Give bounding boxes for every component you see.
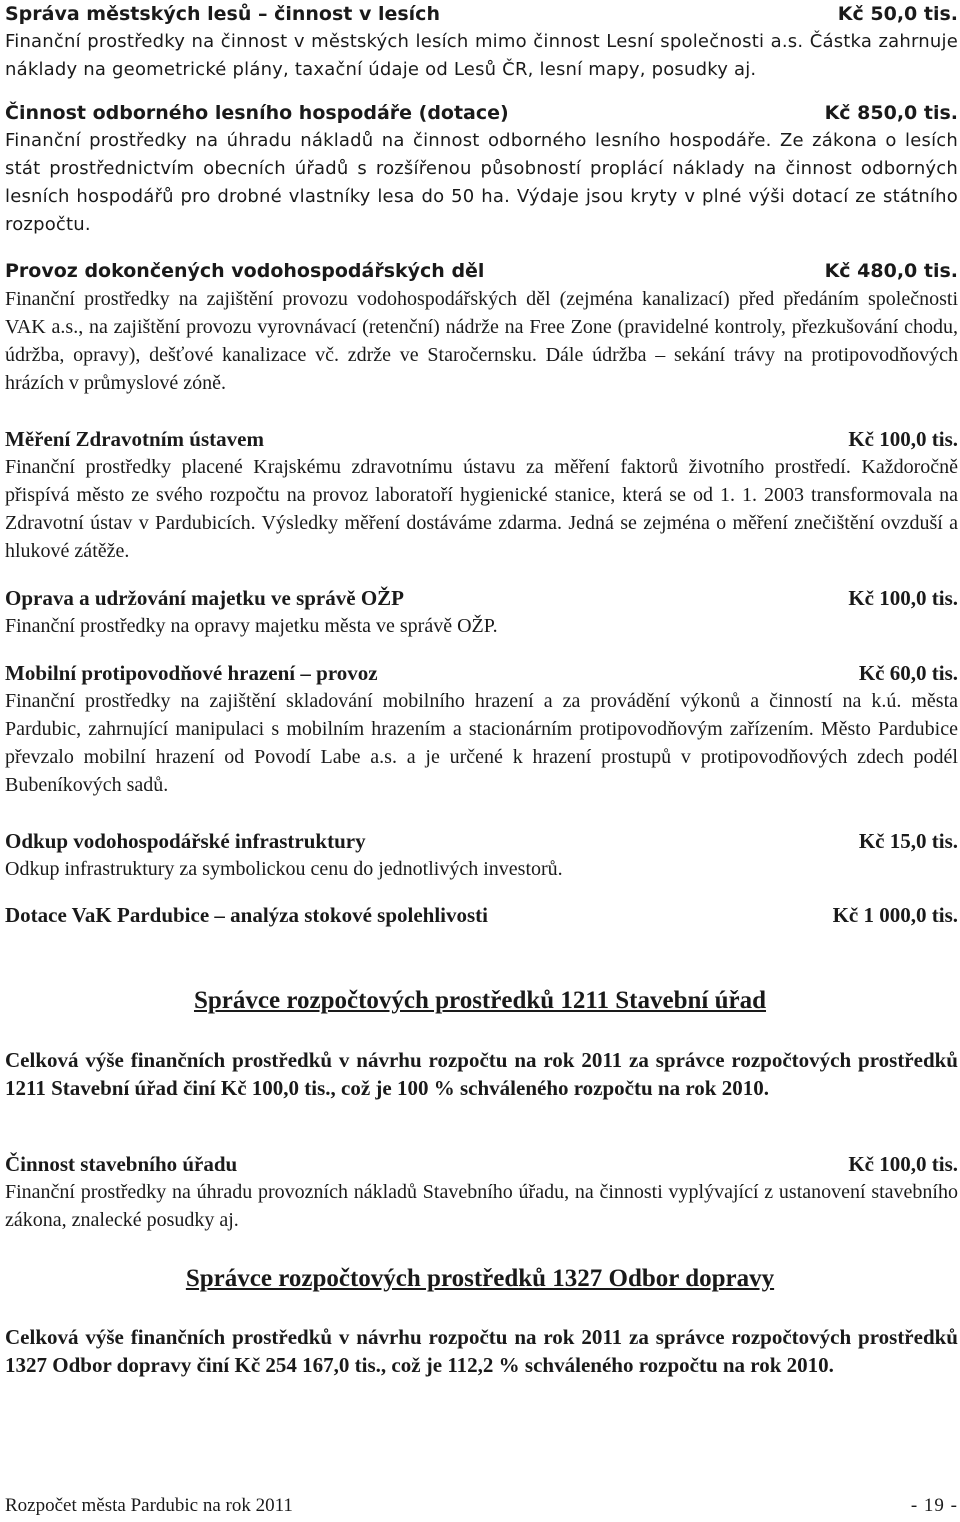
section-title: Odkup vodohospodářské infrastruktury	[5, 829, 366, 853]
section-amount: Kč 100,0 tis.	[848, 1152, 958, 1176]
section-header	[5, 901, 958, 929]
section-text: Finanční prostředky na zajištění skladování mobilního hrazení a za provádění výkonů a činností na k.ú. města Pardubic, zahrnující manipulaci s mobilním hrazením a stacionárním protipovodňovým zařízením. Město Pardubice převzalo mobilní hrazení od Povodí Labe a.s. a je určené k hrazení prostupů v protipovodňových zdech podél Bubeníkových sadů.	[5, 690, 958, 796]
section-forest-management	[5, 0, 958, 84]
page-number: - 19 -	[910, 1495, 958, 1516]
section-title: Dotace VaK Pardubice – analýza stokové spolehlivosti	[5, 903, 489, 927]
section-header	[5, 425, 958, 453]
section-flood-barrier	[5, 659, 958, 799]
section-header	[5, 827, 958, 855]
section-text: Finanční prostředky na úhradu nákladů na činnost odborného lesního hospodáře. Ze zákona o lesích stát prostřednictvím obecních úřadů s rozšířenou působností proplácí náklady na činnost odborných lesních hospodářů pro drobné vlastníky lesa do 50 ha. Výdaje jsou kryty v plné výši dotací ze státního rozpočtu.	[5, 130, 958, 235]
section-text: Finanční prostředky na činnost v městských lesích mimo činnost Lesní společnosti a.s. Částka zahrnuje náklady na geometrické plány, taxační údaje od Lesů ČR, lesní mapy, posudky aj.	[5, 31, 958, 80]
section-amount: Kč 100,0 tis.	[848, 586, 958, 610]
section-building-office	[5, 1150, 958, 1234]
section-amount: Kč 1 000,0 tis.	[832, 903, 958, 927]
section-title: Provoz dokončených vodohospodářských děl	[5, 260, 485, 282]
section-header	[5, 257, 958, 285]
section-header	[5, 0, 958, 28]
section-title: Správa městských lesů – činnost v lesích	[5, 3, 440, 25]
section-header	[5, 659, 958, 687]
footer-title: Rozpočet města Pardubic na rok 2011	[5, 1495, 293, 1516]
section-property-repair	[5, 584, 958, 640]
section-title: Oprava a udržování majetku ve správě OŽP	[5, 586, 404, 610]
section-amount: Kč 60,0 tis.	[858, 661, 958, 685]
section-infrastructure-purchase	[5, 827, 958, 883]
section-text: Finanční prostředky placené Krajskému zdravotnímu ústavu za měření faktorů životního prostředí. Každoročně přispívá město ze svého rozpočtu na provoz laboratoří hygienické stanice, která se od 1. 1. 2003 transformovala na Zdravotní ústav v Pardubicích. Výsledky měření dostáváme zdarma. Jedná se zejména o měření znečištění ovzduší a hlukové zátěže.	[5, 456, 958, 562]
chapter-heading-1211: Správce rozpočtových prostředků 1211 Stavební úřad	[193, 987, 767, 1014]
chapter-summary-1327	[5, 1323, 958, 1379]
summary-text: Celková výše finančních prostředků v návrhu rozpočtu na rok 2011 za správce rozpočtových prostředků 1327 Odbor dopravy činí Kč 254 167,0 tis., což je 112,2 % schváleného rozpočtu na rok 2010.	[5, 1325, 958, 1377]
section-text: Finanční prostředky na zajištění provozu vodohospodářských děl (zejména kanalizací) před předáním společnosti VAK a.s., na zajištění provozu vyrovnávací (retenční) nádrže na Free Zone (pravidelné kontroly, přezkušování chodu, údržba, opravy), dešťové kanalizace vč. zdrže ve Staročernsku. Dále údržba – sekání trávy na protipovodňových hrázích v průmyslové zóně.	[5, 288, 958, 394]
section-amount: Kč 50,0 tis.	[837, 3, 958, 25]
summary-text: Celková výše finančních prostředků v návrhu rozpočtu na rok 2011 za správce rozpočtových prostředků 1211 Stavební úřad činí Kč 100,0 tis., což je 100 % schváleného rozpočtu na rok 2010.	[5, 1048, 958, 1100]
chapter-summary-1211	[5, 1046, 958, 1102]
section-header	[5, 1150, 958, 1178]
page-footer	[5, 1494, 958, 1518]
section-forest-manager	[5, 99, 958, 239]
section-amount: Kč 850,0 tis.	[824, 102, 958, 124]
section-water-works	[5, 257, 958, 397]
section-text: Odkup infrastruktury za symbolickou cenu do jednotlivých investorů.	[5, 858, 563, 880]
section-title: Činnost stavebního úřadu	[5, 1152, 238, 1176]
section-title: Činnost odborného lesního hospodáře (dotace)	[5, 102, 509, 124]
section-title: Měření Zdravotním ústavem	[5, 427, 264, 451]
section-amount: Kč 480,0 tis.	[824, 260, 958, 282]
section-amount: Kč 100,0 tis.	[848, 427, 958, 451]
section-text: Finanční prostředky na opravy majetku města ve správě OŽP.	[5, 615, 498, 637]
section-health-institute	[5, 425, 958, 565]
section-amount: Kč 15,0 tis.	[858, 829, 958, 853]
section-title: Mobilní protipovodňové hrazení – provoz	[5, 661, 378, 685]
section-header	[5, 584, 958, 612]
section-header	[5, 99, 958, 127]
section-vak-subsidy	[5, 901, 958, 929]
section-text: Finanční prostředky na úhradu provozních nákladů Stavebního úřadu, na činnosti vyplývající z ustanovení stavebního zákona, znalecké posudky aj.	[5, 1181, 958, 1231]
chapter-heading-1327: Správce rozpočtových prostředků 1327 Odbor dopravy	[185, 1265, 775, 1292]
